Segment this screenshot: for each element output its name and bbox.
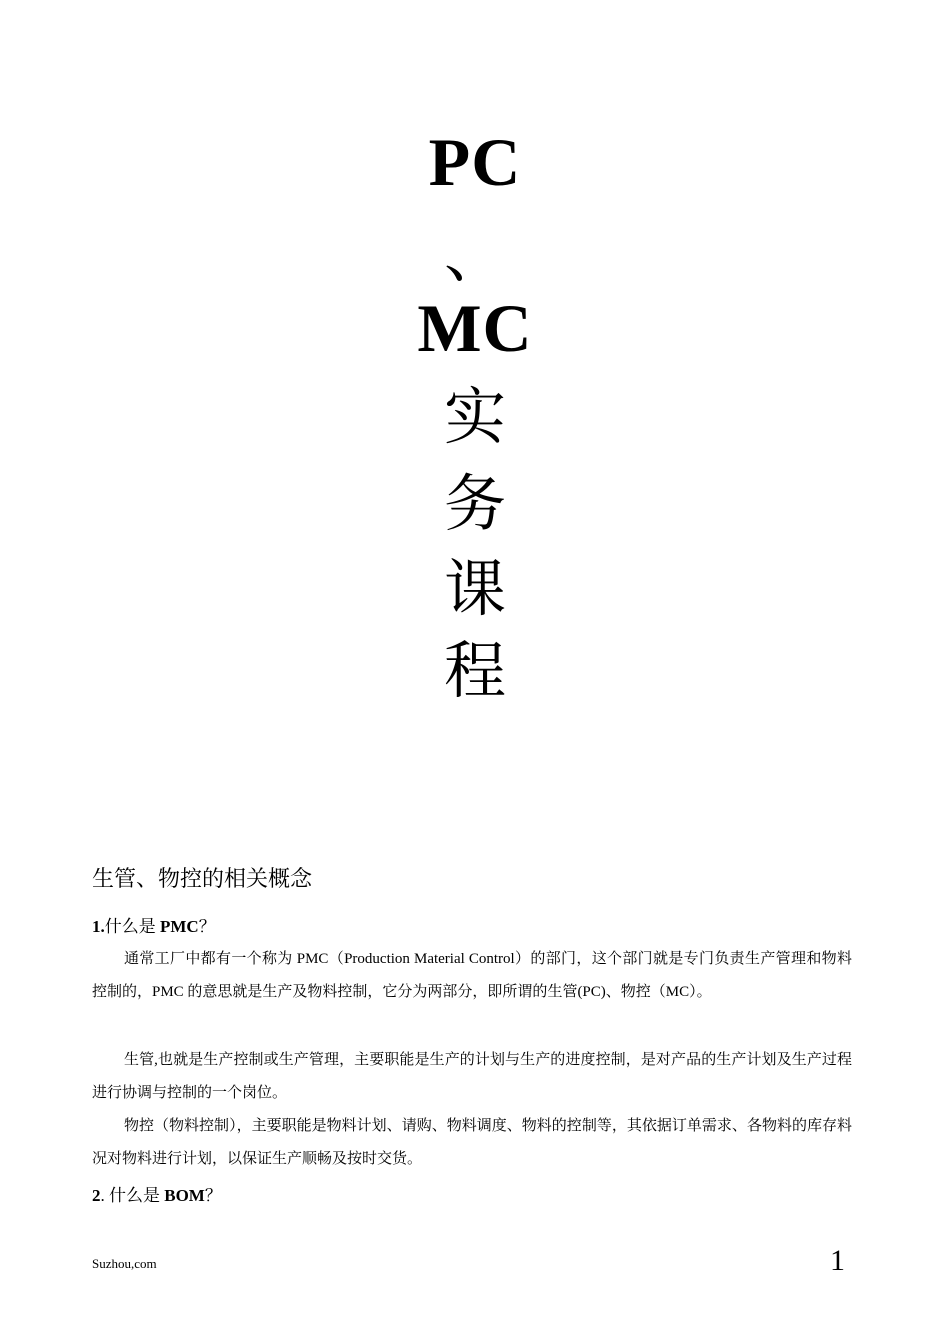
page-number: 1 xyxy=(830,1244,845,1277)
question-2-prefix: . 什么是 xyxy=(100,1186,165,1205)
paragraph-mc-definition: 物控（物料控制），主要职能是物料计划、请购、物料调度、物料的控制等，其依据订单需求、各物料的库存料况对物料进行计划，以保证生产顺畅及按时交货。 xyxy=(92,1118,852,1167)
question-2-suffix: ？ xyxy=(204,1186,222,1205)
title-line-char-3: 课 xyxy=(443,552,506,625)
title-line-char-4: 程 xyxy=(443,634,506,707)
question-1-suffix: ？ xyxy=(198,917,216,936)
footer-text: Suzhou,com xyxy=(92,1256,157,1271)
question-2-number: 2 xyxy=(92,1186,101,1205)
question-heading-2 xyxy=(92,1181,222,1206)
paragraph-pc-definition: 生管,也就是生产控制或生产管理，主要职能是生产的计划与生产的进度控制，是对产品的生产计划及生产过程进行协调与控制的一个岗位。 xyxy=(92,1052,852,1101)
question-heading-1 xyxy=(92,912,216,937)
question-2-term: BOM xyxy=(164,1186,205,1205)
question-1-number: 1. xyxy=(92,917,105,936)
title-line-pc: PC xyxy=(428,124,522,200)
paragraph-pmc-definition: 通常工厂中都有一个称为 PMC（Production Material Control）的部门，这个部门就是专门负责生产管理和物料控制的，PMC 的意思就是生产及物料控制，它分为两部分，即所谓的生管(PC)、物控（MC）。 xyxy=(92,951,852,1000)
title-line-char-1: 实 xyxy=(443,380,506,453)
title-line-mc: MC xyxy=(417,290,533,366)
title-line-char-2: 务 xyxy=(443,467,506,540)
title-line-separator: 、 xyxy=(443,218,506,291)
question-1-prefix: 什么是 xyxy=(104,917,160,936)
question-1-term: PMC xyxy=(160,917,199,936)
section-heading: 生管、物控的相关概念 xyxy=(92,866,313,891)
